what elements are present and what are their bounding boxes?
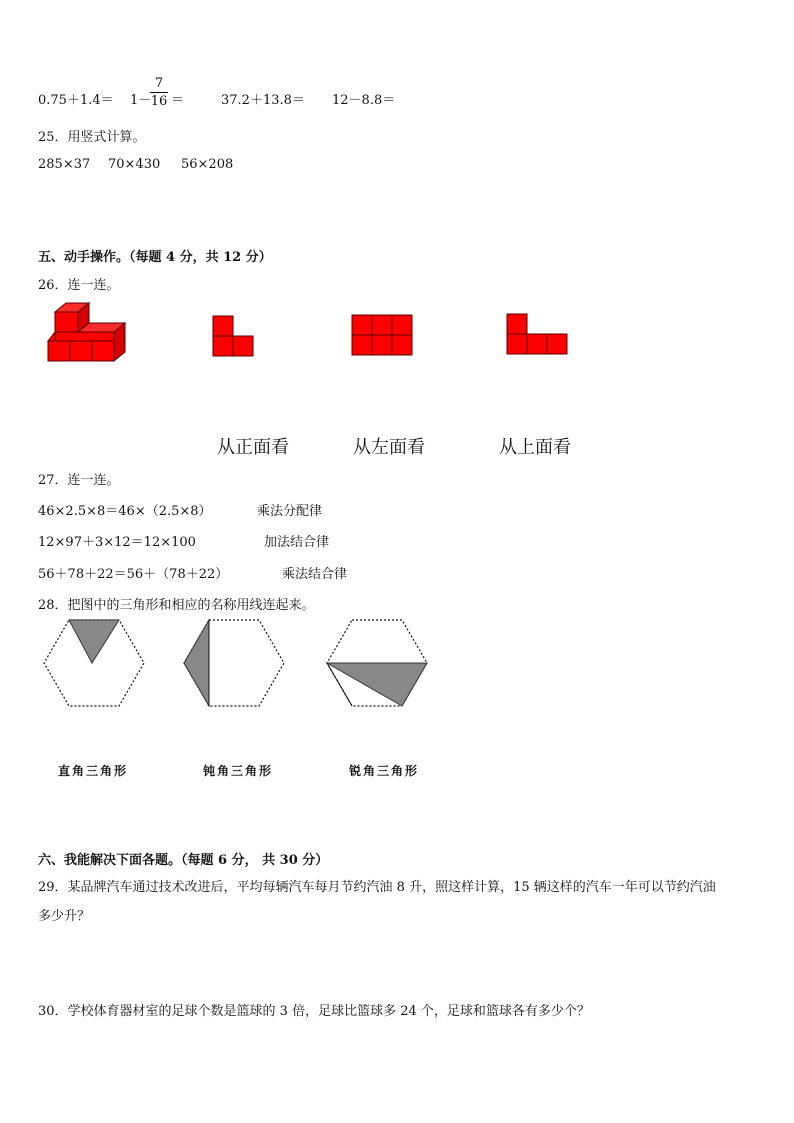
q26-title: 26．连一连。: [38, 278, 120, 293]
q29-line-2: 多少升？: [38, 909, 91, 924]
q30-text: 30．学校体育器材室的足球个数是篮球的 3 倍，足球比篮球多 24 个，足球和篮球各有多少个？: [38, 1004, 590, 1019]
view-long-l-shape-figure: [506, 313, 568, 355]
calc-item-2-suffix: ＝: [171, 93, 185, 108]
fraction-denominator: 16: [150, 94, 168, 109]
q25-item-3: 56×208: [181, 157, 234, 172]
q27-right-1: 乘法分配律: [257, 504, 323, 519]
calc-item-4: 12－8.8＝: [332, 93, 396, 108]
view-grid-shape-figure: [351, 314, 413, 356]
q27-right-2: 加法结合律: [264, 535, 330, 550]
hexagon-obtuse-triangle-figure: [184, 619, 286, 709]
q27-right-3: 乘法结合律: [282, 567, 348, 582]
q28-title: 28．把图中的三角形和相应的名称用线连起来。: [38, 598, 315, 613]
calc-item-2-prefix: 1－: [130, 93, 152, 108]
label-acute-triangle: 锐角三角形: [349, 764, 420, 778]
fraction-bar: [150, 92, 168, 93]
q27-left-1: 46×2.5×8＝46×（2.5×8）: [38, 504, 212, 519]
cube-solid-figure: [40, 300, 130, 364]
view-label-left: 从左面看: [353, 437, 425, 458]
label-obtuse-triangle: 钝角三角形: [203, 764, 274, 778]
q27-left-3: 56＋78＋22＝56＋（78＋22）: [38, 567, 229, 582]
view-label-top: 从上面看: [499, 437, 571, 458]
hexagon-acute-triangle-figure: [44, 619, 146, 709]
fraction-numerator: 7: [154, 76, 164, 91]
q25-item-2: 70×430: [108, 157, 161, 172]
fraction-7-16: [150, 76, 168, 109]
view-label-front: 从正面看: [217, 437, 289, 458]
label-right-triangle: 直角三角形: [58, 764, 129, 778]
section-6-heading: 六、我能解决下面各题。（每题 6 分， 共 30 分）: [38, 853, 329, 868]
calc-item-3: 37.2＋13.8＝: [221, 93, 305, 108]
q25-title: 25．用竖式计算。: [38, 130, 146, 145]
q27-title: 27．连一连。: [38, 473, 120, 488]
hexagon-right-triangle-figure: [327, 619, 429, 709]
view-l-shape-figure: [212, 315, 256, 357]
q27-left-2: 12×97＋3×12＝12×100: [38, 535, 196, 550]
q29-line-1: 29．某品牌汽车通过技术改进后，平均每辆汽车每月节约汽油 8 升，照这样计算，15 辆这样的汽车一年可以节约汽油: [38, 880, 716, 895]
section-5-heading: 五、动手操作。（每题 4 分，共 12 分）: [38, 250, 272, 265]
calc-item-1: 0.75＋1.4＝: [38, 93, 114, 108]
q25-item-1: 285×37: [38, 157, 91, 172]
